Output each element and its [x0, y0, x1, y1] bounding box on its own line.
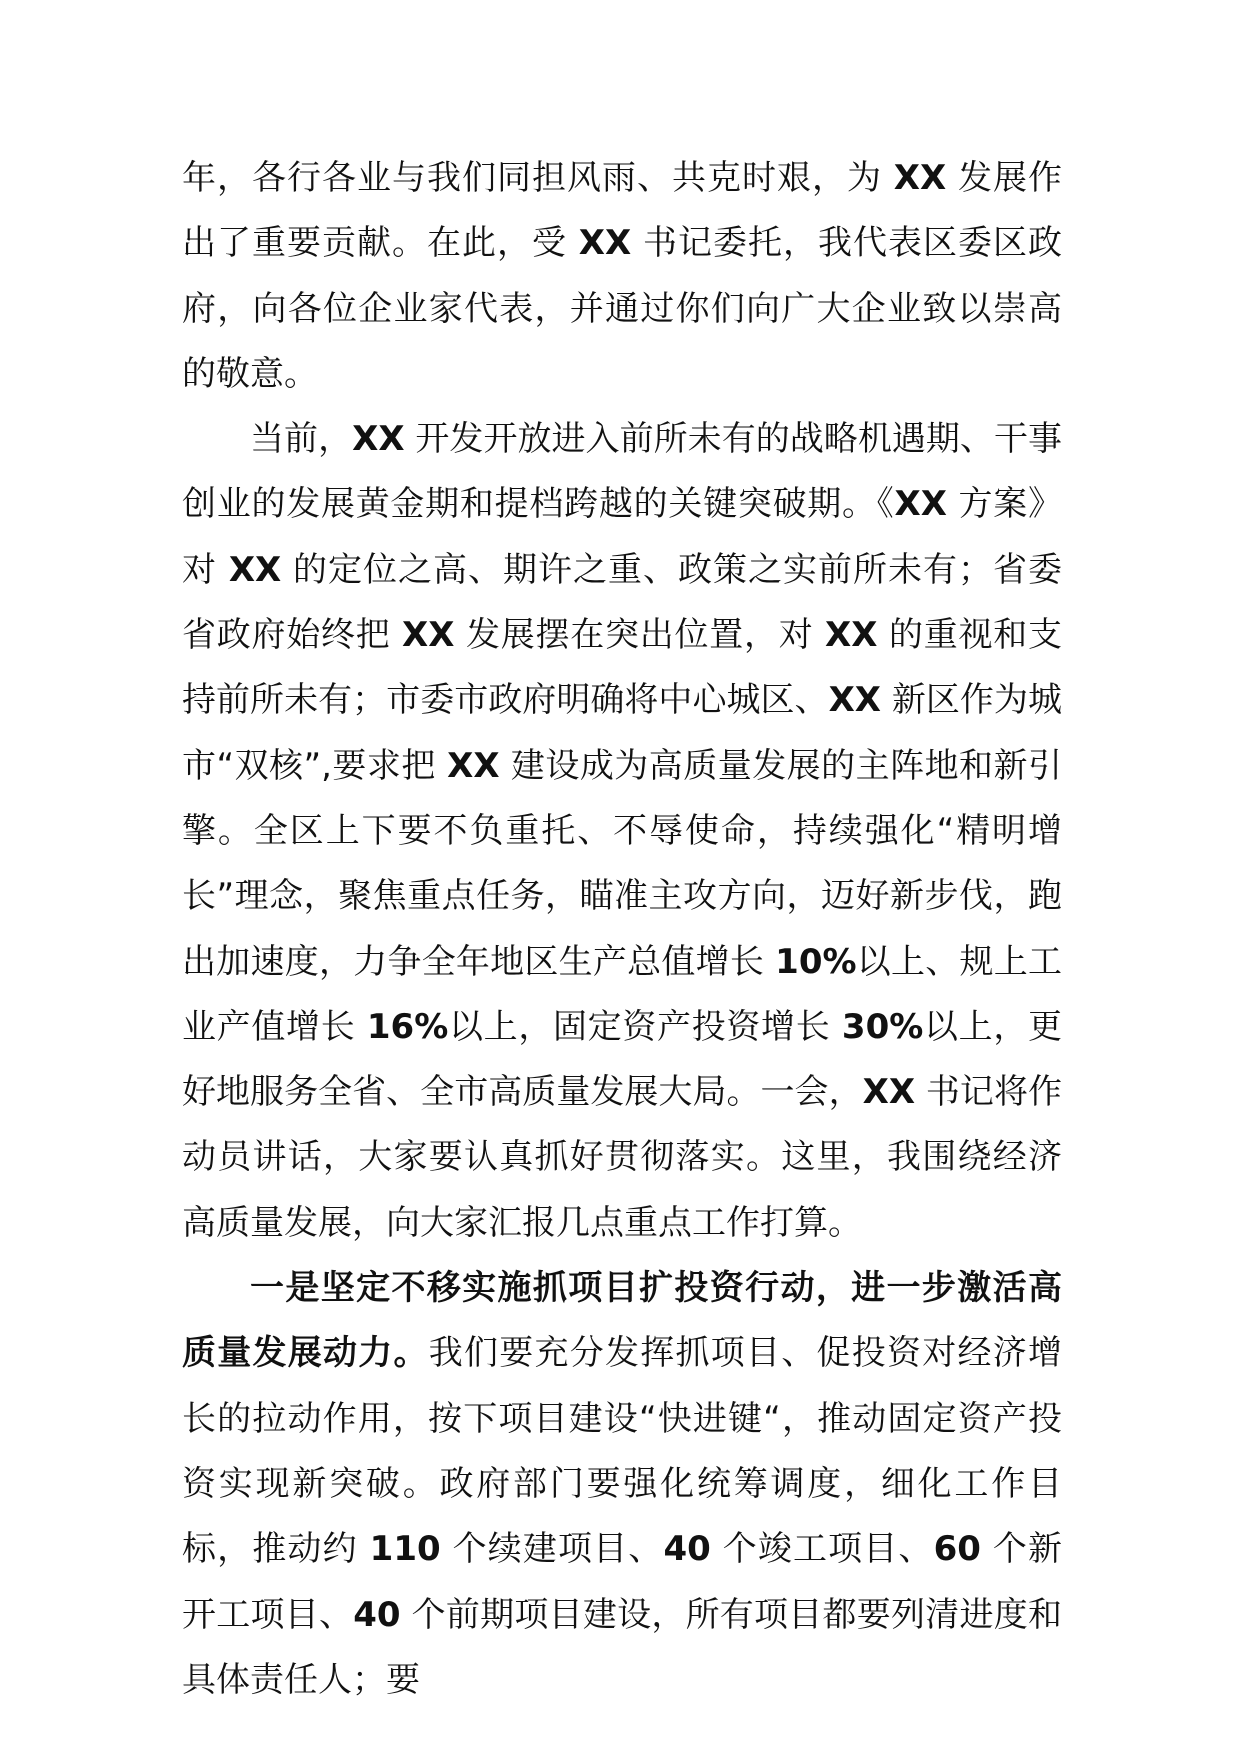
bold-text-run: XX — [447, 745, 500, 786]
bold-text-run: XX — [578, 223, 632, 264]
paragraph — [182, 1256, 1062, 1713]
bold-text-run: 40 — [353, 1594, 401, 1635]
bold-text-run: XX — [894, 484, 947, 525]
bold-text-run: 10% — [775, 941, 857, 982]
bold-text-run: XX — [828, 680, 882, 721]
bold-text-run: 40 — [663, 1529, 711, 1570]
text-run: 的重视和支持前所未有；市委市政府明确将中心城区、 — [182, 615, 1063, 721]
text-run: 年，各行各业与我们同担风雨、共克时艰，为 — [182, 158, 894, 198]
bold-text-run: XX — [825, 615, 878, 656]
paragraph — [182, 146, 1062, 407]
text-run: 个新开工项目、 — [182, 1529, 1062, 1635]
text-run: 开发开放进入前所未有的战略机遇期、干事创业的发展黄金期和提档跨越的关键突破期。《 — [182, 419, 1063, 525]
paragraph — [182, 407, 1062, 1256]
text-run: 建设成为高质量发展的主阵地和新引擎。全区上下要不负重托、不辱使命，持续强化“精明增长”理念，聚焦重点任务，瞄准主攻方向，迈好新步伐，跑出加速度，力争全年地区生产总值增长 — [182, 745, 1063, 982]
text-run: 个竣工项目、 — [710, 1529, 934, 1570]
text-run: 书记将作动员讲话，大家要认真抓好贯彻落实。这里，我围绕经济高质量发展，向大家汇报几点重点工作打算。 — [182, 1072, 1062, 1243]
text-run: 以上，固定资产投资增长 — [448, 1006, 842, 1047]
bold-text-run: XX — [352, 419, 405, 460]
bold-text-run: 60 — [933, 1529, 981, 1570]
bold-text-run: XX — [862, 1072, 916, 1113]
text-run: 的定位之高、期许之重、政策之实前所未有；省委省政府始终把 — [182, 549, 1062, 656]
text-run: 当前， — [250, 419, 353, 460]
text-run: 以上、规上工业产值增长 — [182, 941, 1062, 1047]
bold-text-run: XX — [893, 158, 947, 198]
text-run: 书记委托，我代表区委区政府，向各位企业家代表，并通过你们向广大企业致以崇高的敬意。 — [182, 223, 1062, 394]
text-run: 方案》对 — [182, 484, 1062, 590]
bold-text-run: XX — [402, 615, 455, 656]
text-run: 新区作为城市“双核”,要求把 — [182, 680, 1062, 786]
text-run: 以上，更好地服务全省、全市高质量发展大局。一会， — [182, 1006, 1063, 1113]
bold-text-run: 110 — [369, 1529, 441, 1570]
text-run: 发展作出了重要贡献。在此，受 — [182, 158, 1063, 264]
bold-text-run: 30% — [841, 1006, 924, 1047]
body-text — [182, 146, 1062, 1713]
text-run: 发展摆在突出位置，对 — [454, 615, 826, 656]
bold-text-run: 一是坚定不移实施抓项目扩投资行动，进一步激活高质量发展动力。 — [182, 1268, 1062, 1374]
bold-text-run: XX — [228, 549, 282, 590]
text-run: 我们要充分发挥抓项目、促投资对经济增长的拉动作用，按下项目建设“快进键“，推动固定资产投资实现新突破。政府部门要强化统筹调度，细化工作目标，推动约 — [182, 1333, 1062, 1570]
text-run: 个前期项目建设，所有项目都要列清进度和具体责任人；要 — [182, 1594, 1063, 1700]
bold-text-run: 16% — [366, 1006, 449, 1047]
text-run: 个续建项目、 — [440, 1529, 664, 1570]
